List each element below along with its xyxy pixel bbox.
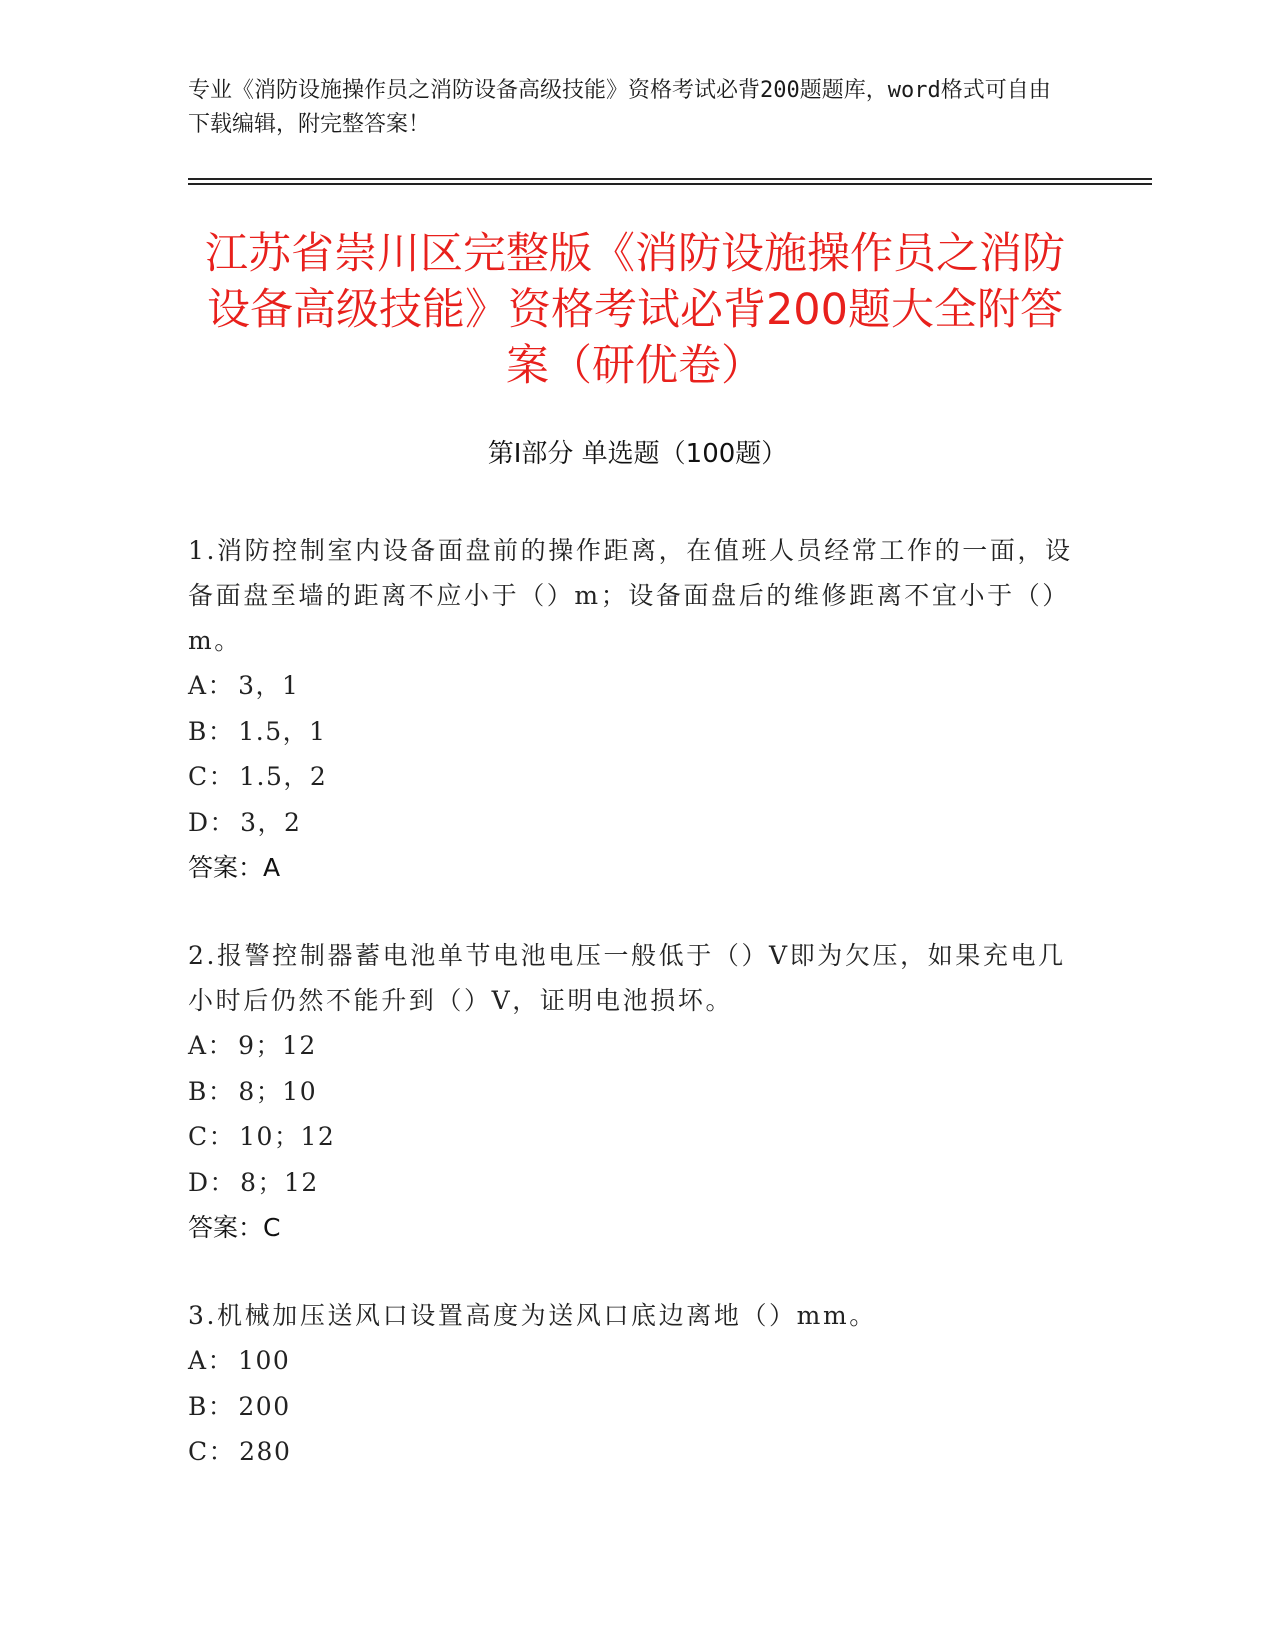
option-a: A： 9；12	[188, 1031, 317, 1060]
option-text: 9；12	[238, 1031, 317, 1060]
section-title: 第Ⅰ部分 单选题（100题）	[487, 439, 788, 469]
option-b: B： 8；10	[188, 1076, 318, 1106]
option-d: D： 8；12	[188, 1167, 319, 1197]
option-b: B： 1.5，1	[188, 716, 327, 746]
option-a: A： 100	[188, 1346, 291, 1375]
option-letter: A	[188, 1031, 208, 1060]
option-letter: C	[188, 762, 209, 791]
option-a: A： 3，1	[188, 671, 300, 700]
option-text: 1.5，2	[239, 762, 328, 791]
option-letter: C	[188, 1122, 209, 1151]
option-text: 3，2	[240, 807, 302, 837]
option-text: 280	[239, 1437, 292, 1466]
option-letter: D	[188, 807, 210, 837]
option-b: B： 200	[188, 1391, 291, 1421]
option-text: 8；12	[240, 1167, 319, 1197]
answer-label: 答案：A	[188, 853, 281, 882]
header-intro: 专业《消防设施操作员之消防设备高级技能》资格考试必背200题题库，word格式可自由下载编辑，附完整答案！	[188, 78, 1051, 137]
header-rule-bottom	[188, 183, 1152, 185]
question-1	[188, 528, 1088, 891]
option-letter: B	[188, 1076, 208, 1106]
question-stem: 1.消防控制室内设备面盘前的操作距离，在值班人员经常工作的一面，设备面盘至墙的距离不应小于（）m；设备面盘后的维修距离不宜小于（）m。	[188, 536, 1073, 655]
option-letter: C	[188, 1437, 209, 1466]
option-text: 8；10	[238, 1076, 318, 1106]
option-letter: B	[188, 1391, 208, 1421]
question-stem: 2.报警控制器蓄电池单节电池电压一般低于（）V即为欠压，如果充电几小时后仍然不能升到（）V，证明电池损坏。	[188, 941, 1066, 1015]
option-text: 200	[238, 1391, 291, 1421]
option-c: C： 1.5，2	[188, 762, 328, 791]
option-text: 1.5，1	[238, 716, 327, 746]
question-2	[188, 933, 1088, 1251]
header-rule-top	[188, 178, 1152, 180]
option-c: C： 280	[188, 1437, 292, 1466]
option-text: 10；12	[239, 1122, 336, 1151]
option-letter: A	[188, 1346, 208, 1375]
document-title: 江苏省崇川区完整版《消防设施操作员之消防设备高级技能》资格考试必背200题大全附答案（研优卷）	[205, 229, 1065, 391]
option-text: 3，1	[238, 671, 300, 700]
question-3	[188, 1293, 1088, 1475]
option-d: D： 3，2	[188, 807, 302, 837]
option-letter: D	[188, 1167, 210, 1197]
option-letter: A	[188, 671, 208, 700]
option-letter: B	[188, 716, 208, 746]
question-stem: 3.机械加压送风口设置高度为送风口底边离地（）mm。	[188, 1301, 877, 1330]
option-c: C： 10；12	[188, 1122, 336, 1151]
answer-label: 答案：C	[188, 1213, 281, 1242]
option-text: 100	[238, 1346, 291, 1375]
